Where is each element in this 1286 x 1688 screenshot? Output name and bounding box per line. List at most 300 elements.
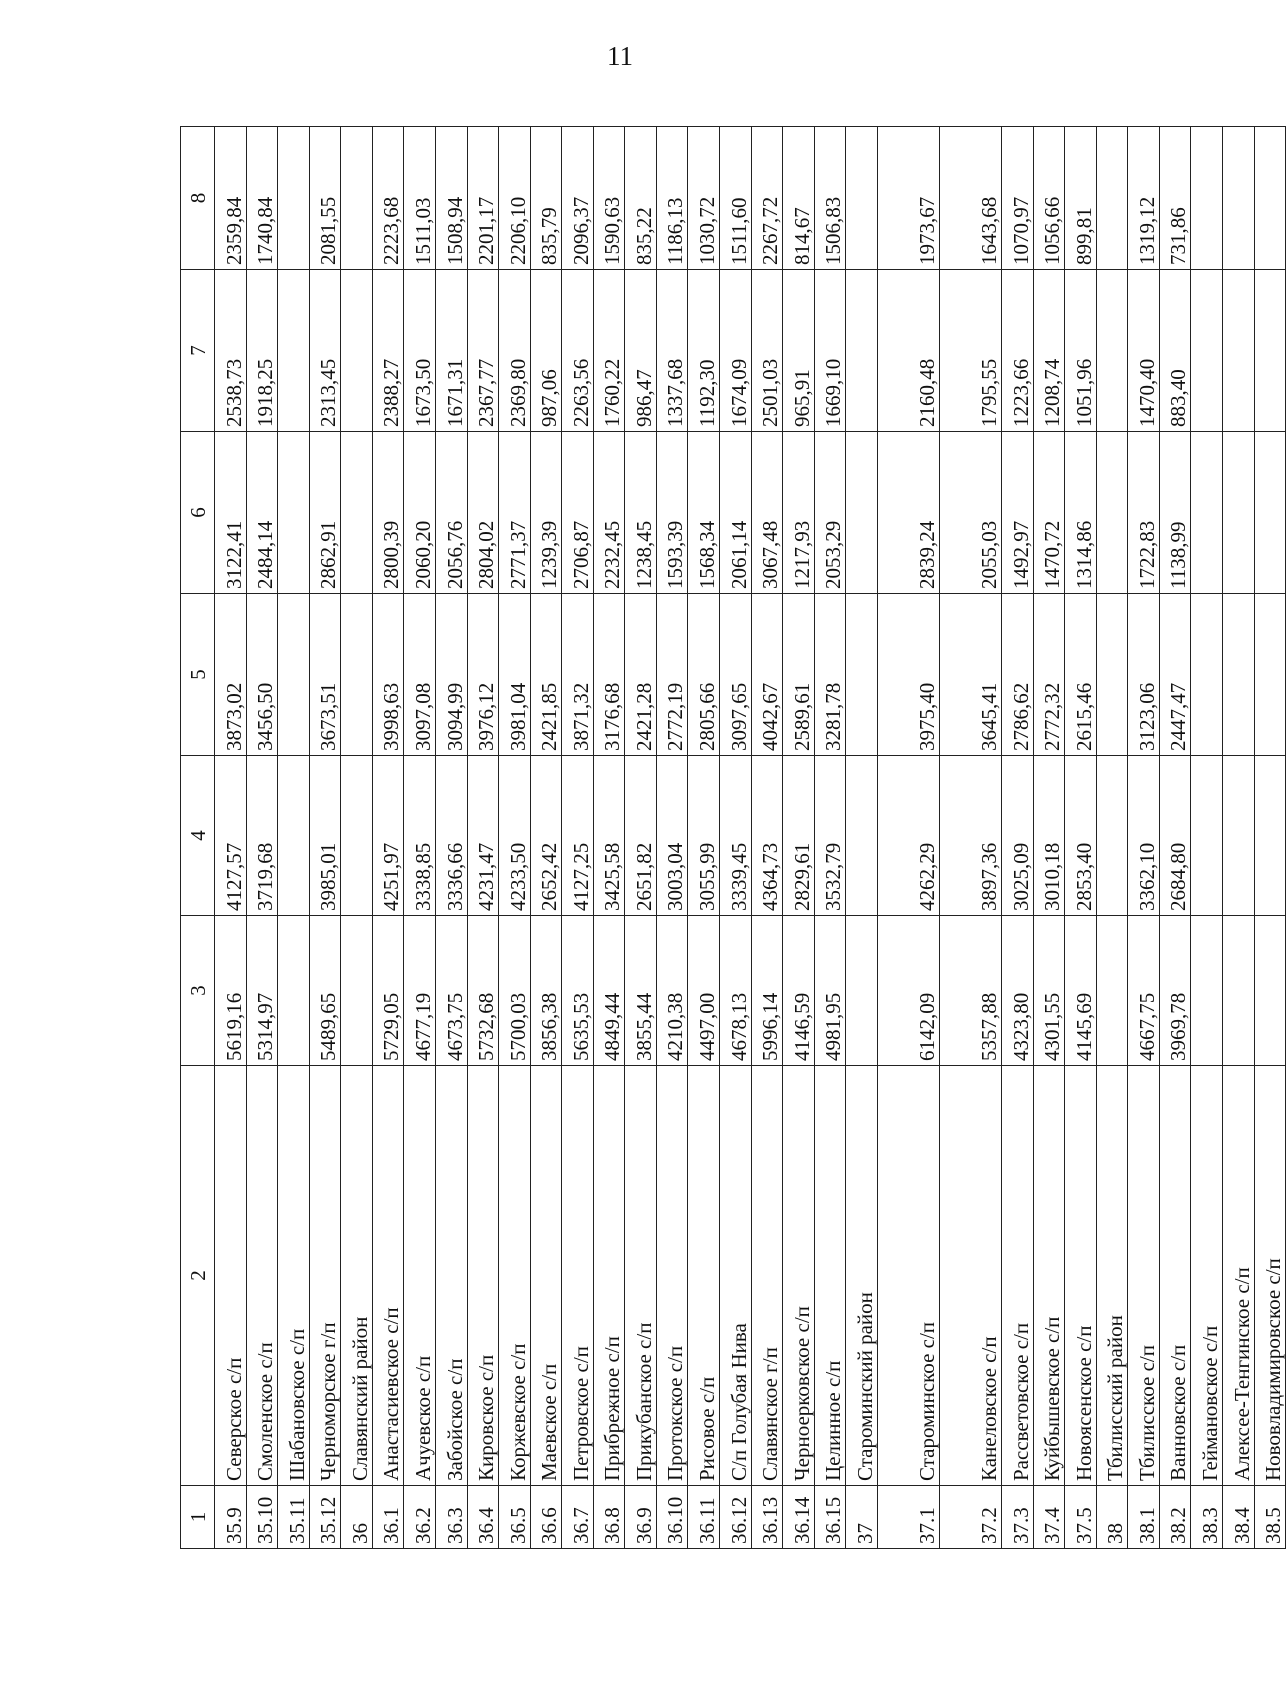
value-cell: 3097,08 bbox=[404, 594, 436, 756]
value-cell: 4323,80 bbox=[1002, 916, 1034, 1066]
header-cell: 1 bbox=[181, 1486, 215, 1549]
value-cell: 2615,46 bbox=[1065, 594, 1097, 756]
value-cell: 2369,80 bbox=[499, 270, 531, 432]
value-cell: 1722,83 bbox=[1128, 432, 1160, 594]
row-code-cell: 36.5 bbox=[499, 1486, 531, 1549]
value-cell: 2839,24 bbox=[877, 432, 939, 594]
table-row bbox=[562, 127, 594, 1549]
table-row bbox=[1223, 127, 1255, 1549]
value-cell: 1208,74 bbox=[1033, 270, 1065, 432]
value-cell: 3719,68 bbox=[246, 756, 278, 916]
value-cell: 1511,03 bbox=[404, 127, 436, 270]
value-cell: 2267,72 bbox=[751, 127, 783, 270]
table-row bbox=[499, 127, 531, 1549]
value-cell: 4677,19 bbox=[404, 916, 436, 1066]
value-cell: 883,40 bbox=[1159, 270, 1191, 432]
value-cell: 2223,68 bbox=[372, 127, 404, 270]
row-code-cell: 38.1 bbox=[1128, 1486, 1160, 1549]
row-code-cell: 38.2 bbox=[1159, 1486, 1191, 1549]
value-cell: 731,86 bbox=[1159, 127, 1191, 270]
value-cell: 2447,47 bbox=[1159, 594, 1191, 756]
row-code-cell: 38.5 bbox=[1254, 1486, 1286, 1549]
header-cell: 6 bbox=[181, 432, 215, 594]
value-cell bbox=[1223, 270, 1255, 432]
value-cell: 2538,73 bbox=[215, 270, 247, 432]
table-row bbox=[1159, 127, 1191, 1549]
row-name-cell: Тбилисское с/п bbox=[1128, 1066, 1160, 1486]
value-cell: 5619,16 bbox=[215, 916, 247, 1066]
value-cell: 1070,97 bbox=[1002, 127, 1034, 270]
value-cell: 5635,53 bbox=[562, 916, 594, 1066]
row-name-cell: Смоленское с/п bbox=[246, 1066, 278, 1486]
value-cell: 4981,95 bbox=[814, 916, 846, 1066]
row-code-cell: 37.3 bbox=[1002, 1486, 1034, 1549]
value-cell: 3673,51 bbox=[309, 594, 341, 756]
row-name-cell: Шабановское с/п bbox=[278, 1066, 310, 1486]
value-cell: 2484,14 bbox=[246, 432, 278, 594]
value-cell bbox=[1191, 270, 1223, 432]
value-cell: 2263,56 bbox=[562, 270, 594, 432]
table-header-row bbox=[181, 127, 215, 1549]
value-cell: 1673,50 bbox=[404, 270, 436, 432]
row-name-cell: Кировское с/п bbox=[467, 1066, 499, 1486]
value-cell bbox=[846, 916, 878, 1066]
row-name-cell: Канеловское с/п bbox=[939, 1066, 1001, 1486]
value-cell: 1674,09 bbox=[720, 270, 752, 432]
value-cell bbox=[278, 916, 310, 1066]
row-code-cell: 36.3 bbox=[435, 1486, 467, 1549]
table-row bbox=[246, 127, 278, 1549]
table-row bbox=[1033, 127, 1065, 1549]
value-cell: 4673,75 bbox=[435, 916, 467, 1066]
value-cell: 2421,28 bbox=[625, 594, 657, 756]
value-cell: 4210,38 bbox=[656, 916, 688, 1066]
value-cell: 3097,65 bbox=[720, 594, 752, 756]
value-cell: 1643,68 bbox=[939, 127, 1001, 270]
data-table bbox=[180, 126, 1286, 1549]
value-cell bbox=[1096, 916, 1128, 1066]
value-cell: 3010,18 bbox=[1033, 756, 1065, 916]
value-cell: 3969,78 bbox=[1159, 916, 1191, 1066]
value-cell: 1319,12 bbox=[1128, 127, 1160, 270]
value-cell: 2359,84 bbox=[215, 127, 247, 270]
value-cell: 2589,61 bbox=[783, 594, 815, 756]
table-row bbox=[530, 127, 562, 1549]
page-number: 11 bbox=[607, 41, 633, 71]
value-cell: 2652,42 bbox=[530, 756, 562, 916]
value-cell: 1669,10 bbox=[814, 270, 846, 432]
value-cell: 5732,68 bbox=[467, 916, 499, 1066]
table-row bbox=[1128, 127, 1160, 1549]
value-cell: 835,79 bbox=[530, 127, 562, 270]
value-cell bbox=[278, 270, 310, 432]
value-cell: 3998,63 bbox=[372, 594, 404, 756]
value-cell: 1217,93 bbox=[783, 432, 815, 594]
value-cell bbox=[278, 432, 310, 594]
value-cell: 1760,22 bbox=[593, 270, 625, 432]
value-cell: 5729,05 bbox=[372, 916, 404, 1066]
row-name-cell: Анастасиевское с/п bbox=[372, 1066, 404, 1486]
value-cell: 2060,20 bbox=[404, 432, 436, 594]
row-name-cell: Черноерковское с/п bbox=[783, 1066, 815, 1486]
row-code-cell: 36.11 bbox=[688, 1486, 720, 1549]
row-code-cell: 36.13 bbox=[751, 1486, 783, 1549]
value-cell: 2056,76 bbox=[435, 432, 467, 594]
value-cell: 1223,66 bbox=[1002, 270, 1034, 432]
value-cell bbox=[341, 756, 373, 916]
value-cell: 2862,91 bbox=[309, 432, 341, 594]
value-cell: 965,91 bbox=[783, 270, 815, 432]
table-row bbox=[404, 127, 436, 1549]
value-cell bbox=[1223, 916, 1255, 1066]
value-cell bbox=[341, 594, 373, 756]
value-cell: 1337,68 bbox=[656, 270, 688, 432]
value-cell: 2421,85 bbox=[530, 594, 562, 756]
value-cell: 2800,39 bbox=[372, 432, 404, 594]
value-cell: 1192,30 bbox=[688, 270, 720, 432]
value-cell bbox=[1191, 756, 1223, 916]
value-cell: 2805,66 bbox=[688, 594, 720, 756]
row-name-cell: Староминский район bbox=[846, 1066, 878, 1486]
value-cell: 986,47 bbox=[625, 270, 657, 432]
value-cell: 3855,44 bbox=[625, 916, 657, 1066]
row-name-cell: Рисовое с/п bbox=[688, 1066, 720, 1486]
table-row bbox=[656, 127, 688, 1549]
value-cell bbox=[1223, 756, 1255, 916]
value-cell bbox=[341, 270, 373, 432]
value-cell: 1511,60 bbox=[720, 127, 752, 270]
value-cell bbox=[1254, 756, 1286, 916]
value-cell bbox=[341, 432, 373, 594]
header-cell: 8 bbox=[181, 127, 215, 270]
value-cell: 1314,86 bbox=[1065, 432, 1097, 594]
value-cell: 3856,38 bbox=[530, 916, 562, 1066]
value-cell: 5357,88 bbox=[939, 916, 1001, 1066]
value-cell: 3981,04 bbox=[499, 594, 531, 756]
row-code-cell: 36.14 bbox=[783, 1486, 815, 1549]
row-code-cell: 36.12 bbox=[720, 1486, 752, 1549]
row-name-cell: Целинное с/п bbox=[814, 1066, 846, 1486]
value-cell: 4233,50 bbox=[499, 756, 531, 916]
row-name-cell: Тбилисский район bbox=[1096, 1066, 1128, 1486]
table-row bbox=[1254, 127, 1286, 1549]
row-code-cell: 36.1 bbox=[372, 1486, 404, 1549]
value-cell: 2061,14 bbox=[720, 432, 752, 594]
value-cell: 2771,37 bbox=[499, 432, 531, 594]
value-cell: 3176,68 bbox=[593, 594, 625, 756]
value-cell: 4667,75 bbox=[1128, 916, 1160, 1066]
value-cell: 6142,09 bbox=[877, 916, 939, 1066]
value-cell: 3094,99 bbox=[435, 594, 467, 756]
value-cell: 814,67 bbox=[783, 127, 815, 270]
row-code-cell: 37 bbox=[846, 1486, 878, 1549]
table-row bbox=[751, 127, 783, 1549]
value-cell: 3456,50 bbox=[246, 594, 278, 756]
value-cell: 3338,85 bbox=[404, 756, 436, 916]
value-cell: 2706,87 bbox=[562, 432, 594, 594]
row-name-cell: Северское с/п bbox=[215, 1066, 247, 1486]
value-cell: 1593,39 bbox=[656, 432, 688, 594]
value-cell: 1590,63 bbox=[593, 127, 625, 270]
row-code-cell: 36.6 bbox=[530, 1486, 562, 1549]
table-row bbox=[435, 127, 467, 1549]
table-row bbox=[939, 127, 1001, 1549]
value-cell: 1470,72 bbox=[1033, 432, 1065, 594]
row-name-cell: Петровское с/п bbox=[562, 1066, 594, 1486]
row-code-cell: 36.8 bbox=[593, 1486, 625, 1549]
value-cell: 899,81 bbox=[1065, 127, 1097, 270]
row-name-cell: Геймановское с/п bbox=[1191, 1066, 1223, 1486]
value-cell: 2772,32 bbox=[1033, 594, 1065, 756]
table-row bbox=[1065, 127, 1097, 1549]
row-code-cell: 35.11 bbox=[278, 1486, 310, 1549]
table-row bbox=[372, 127, 404, 1549]
value-cell bbox=[1191, 127, 1223, 270]
row-name-cell: Протокское с/п bbox=[656, 1066, 688, 1486]
value-cell bbox=[278, 594, 310, 756]
value-cell: 5314,97 bbox=[246, 916, 278, 1066]
value-cell bbox=[341, 127, 373, 270]
value-cell: 3362,10 bbox=[1128, 756, 1160, 916]
value-cell bbox=[846, 594, 878, 756]
value-cell: 4145,69 bbox=[1065, 916, 1097, 1066]
header-cell: 4 bbox=[181, 756, 215, 916]
value-cell: 2160,48 bbox=[877, 270, 939, 432]
value-cell: 4251,97 bbox=[372, 756, 404, 916]
table-row bbox=[1096, 127, 1128, 1549]
table-row bbox=[1191, 127, 1223, 1549]
row-code-cell: 36.9 bbox=[625, 1486, 657, 1549]
value-cell bbox=[846, 756, 878, 916]
value-cell: 1740,84 bbox=[246, 127, 278, 270]
value-cell: 5489,65 bbox=[309, 916, 341, 1066]
row-name-cell: Алексее-Тенгинское с/п bbox=[1223, 1066, 1255, 1486]
value-cell: 3123,06 bbox=[1128, 594, 1160, 756]
row-code-cell: 37.4 bbox=[1033, 1486, 1065, 1549]
value-cell: 3281,78 bbox=[814, 594, 846, 756]
value-cell: 987,06 bbox=[530, 270, 562, 432]
row-code-cell: 36.7 bbox=[562, 1486, 594, 1549]
value-cell: 3976,12 bbox=[467, 594, 499, 756]
rotated-table-wrapper bbox=[180, 127, 1286, 1549]
row-name-cell: Ванновское с/п bbox=[1159, 1066, 1191, 1486]
value-cell: 4497,00 bbox=[688, 916, 720, 1066]
table-body bbox=[181, 127, 1286, 1549]
value-cell bbox=[1096, 594, 1128, 756]
value-cell: 3425,58 bbox=[593, 756, 625, 916]
value-cell: 4231,47 bbox=[467, 756, 499, 916]
value-cell: 1973,67 bbox=[877, 127, 939, 270]
value-cell: 2367,77 bbox=[467, 270, 499, 432]
value-cell: 2772,19 bbox=[656, 594, 688, 756]
row-code-cell: 36.2 bbox=[404, 1486, 436, 1549]
value-cell: 4301,55 bbox=[1033, 916, 1065, 1066]
value-cell: 1506,83 bbox=[814, 127, 846, 270]
value-cell: 1030,72 bbox=[688, 127, 720, 270]
table-row bbox=[877, 127, 939, 1549]
value-cell: 2804,02 bbox=[467, 432, 499, 594]
table-row bbox=[309, 127, 341, 1549]
value-cell: 2853,40 bbox=[1065, 756, 1097, 916]
value-cell: 3067,48 bbox=[751, 432, 783, 594]
value-cell: 3025,09 bbox=[1002, 756, 1034, 916]
value-cell: 2501,03 bbox=[751, 270, 783, 432]
value-cell: 2081,55 bbox=[309, 127, 341, 270]
value-cell: 4127,57 bbox=[215, 756, 247, 916]
row-name-cell: Прикубанское с/п bbox=[625, 1066, 657, 1486]
value-cell: 1238,45 bbox=[625, 432, 657, 594]
value-cell: 1056,66 bbox=[1033, 127, 1065, 270]
value-cell: 3975,40 bbox=[877, 594, 939, 756]
value-cell bbox=[1191, 594, 1223, 756]
row-name-cell: Нововладимировское с/п bbox=[1254, 1066, 1286, 1486]
header-cell: 5 bbox=[181, 594, 215, 756]
row-name-cell: Забойское с/п bbox=[435, 1066, 467, 1486]
value-cell: 1239,39 bbox=[530, 432, 562, 594]
value-cell: 2096,37 bbox=[562, 127, 594, 270]
header-cell: 3 bbox=[181, 916, 215, 1066]
row-code-cell: 36 bbox=[341, 1486, 373, 1549]
table-row bbox=[467, 127, 499, 1549]
value-cell: 2053,29 bbox=[814, 432, 846, 594]
value-cell: 2313,45 bbox=[309, 270, 341, 432]
value-cell: 4146,59 bbox=[783, 916, 815, 1066]
table-row bbox=[720, 127, 752, 1549]
value-cell bbox=[1254, 270, 1286, 432]
value-cell bbox=[1223, 594, 1255, 756]
value-cell bbox=[1254, 916, 1286, 1066]
value-cell: 2651,82 bbox=[625, 756, 657, 916]
row-name-cell: Рассветовское с/п bbox=[1002, 1066, 1034, 1486]
table-row bbox=[846, 127, 878, 1549]
row-name-cell: Прибрежное с/п bbox=[593, 1066, 625, 1486]
value-cell: 3985,01 bbox=[309, 756, 341, 916]
value-cell: 3645,41 bbox=[939, 594, 1001, 756]
value-cell bbox=[1096, 270, 1128, 432]
value-cell bbox=[1096, 432, 1128, 594]
value-cell: 3003,04 bbox=[656, 756, 688, 916]
value-cell: 1186,13 bbox=[656, 127, 688, 270]
row-code-cell: 36.15 bbox=[814, 1486, 846, 1549]
value-cell bbox=[1096, 756, 1128, 916]
value-cell: 3055,99 bbox=[688, 756, 720, 916]
value-cell: 3339,45 bbox=[720, 756, 752, 916]
value-cell: 2388,27 bbox=[372, 270, 404, 432]
table-row bbox=[215, 127, 247, 1549]
row-code-cell: 38 bbox=[1096, 1486, 1128, 1549]
value-cell bbox=[341, 916, 373, 1066]
value-cell: 2201,17 bbox=[467, 127, 499, 270]
value-cell: 4849,44 bbox=[593, 916, 625, 1066]
value-cell: 2206,10 bbox=[499, 127, 531, 270]
row-code-cell: 38.3 bbox=[1191, 1486, 1223, 1549]
value-cell: 3336,66 bbox=[435, 756, 467, 916]
value-cell: 2786,62 bbox=[1002, 594, 1034, 756]
table-row bbox=[278, 127, 310, 1549]
value-cell bbox=[1223, 127, 1255, 270]
value-cell: 2232,45 bbox=[593, 432, 625, 594]
value-cell bbox=[278, 756, 310, 916]
table-row bbox=[814, 127, 846, 1549]
value-cell: 1051,96 bbox=[1065, 270, 1097, 432]
value-cell: 1671,31 bbox=[435, 270, 467, 432]
row-name-cell: Ачуевское с/п bbox=[404, 1066, 436, 1486]
value-cell bbox=[1191, 916, 1223, 1066]
value-cell: 3897,36 bbox=[939, 756, 1001, 916]
table-row bbox=[783, 127, 815, 1549]
row-code-cell: 36.4 bbox=[467, 1486, 499, 1549]
value-cell bbox=[846, 432, 878, 594]
value-cell: 5996,14 bbox=[751, 916, 783, 1066]
value-cell bbox=[846, 270, 878, 432]
row-name-cell: Черноморское г/п bbox=[309, 1066, 341, 1486]
value-cell: 1138,99 bbox=[1159, 432, 1191, 594]
row-name-cell: Новоясенское с/п bbox=[1065, 1066, 1097, 1486]
value-cell: 3532,79 bbox=[814, 756, 846, 916]
row-name-cell: Староминское с/п bbox=[877, 1066, 939, 1486]
value-cell: 3122,41 bbox=[215, 432, 247, 594]
value-cell bbox=[1254, 127, 1286, 270]
value-cell: 4042,67 bbox=[751, 594, 783, 756]
value-cell: 2829,61 bbox=[783, 756, 815, 916]
row-code-cell: 36.10 bbox=[656, 1486, 688, 1549]
row-code-cell: 37.1 bbox=[877, 1486, 939, 1549]
value-cell bbox=[1191, 432, 1223, 594]
value-cell: 1795,55 bbox=[939, 270, 1001, 432]
value-cell: 1470,40 bbox=[1128, 270, 1160, 432]
row-name-cell: Славянский район bbox=[341, 1066, 373, 1486]
value-cell bbox=[1254, 594, 1286, 756]
table-row bbox=[625, 127, 657, 1549]
value-cell: 1568,34 bbox=[688, 432, 720, 594]
row-code-cell: 37.5 bbox=[1065, 1486, 1097, 1549]
row-code-cell: 35.12 bbox=[309, 1486, 341, 1549]
value-cell: 4127,25 bbox=[562, 756, 594, 916]
value-cell bbox=[1254, 432, 1286, 594]
value-cell: 1918,25 bbox=[246, 270, 278, 432]
value-cell: 1492,97 bbox=[1002, 432, 1034, 594]
value-cell bbox=[846, 127, 878, 270]
row-name-cell: Маевское с/п bbox=[530, 1066, 562, 1486]
row-name-cell: Славянское г/п bbox=[751, 1066, 783, 1486]
table-row bbox=[1002, 127, 1034, 1549]
value-cell: 2055,03 bbox=[939, 432, 1001, 594]
value-cell bbox=[1096, 127, 1128, 270]
header-cell: 7 bbox=[181, 270, 215, 432]
row-code-cell: 35.9 bbox=[215, 1486, 247, 1549]
value-cell: 4678,13 bbox=[720, 916, 752, 1066]
row-name-cell: Куйбышевское с/п bbox=[1033, 1066, 1065, 1486]
table-row bbox=[688, 127, 720, 1549]
row-name-cell: Коржевское с/п bbox=[499, 1066, 531, 1486]
value-cell: 2684,80 bbox=[1159, 756, 1191, 916]
row-name-cell: С/п Голубая Нива bbox=[720, 1066, 752, 1486]
table-row bbox=[593, 127, 625, 1549]
value-cell bbox=[1223, 432, 1255, 594]
value-cell: 835,22 bbox=[625, 127, 657, 270]
row-code-cell: 38.4 bbox=[1223, 1486, 1255, 1549]
value-cell: 5700,03 bbox=[499, 916, 531, 1066]
table-row bbox=[341, 127, 373, 1549]
row-code-cell: 37.2 bbox=[939, 1486, 1001, 1549]
value-cell bbox=[278, 127, 310, 270]
value-cell: 3871,32 bbox=[562, 594, 594, 756]
value-cell: 3873,02 bbox=[215, 594, 247, 756]
value-cell: 1508,94 bbox=[435, 127, 467, 270]
header-cell: 2 bbox=[181, 1066, 215, 1486]
row-code-cell: 35.10 bbox=[246, 1486, 278, 1549]
value-cell: 4262,29 bbox=[877, 756, 939, 916]
